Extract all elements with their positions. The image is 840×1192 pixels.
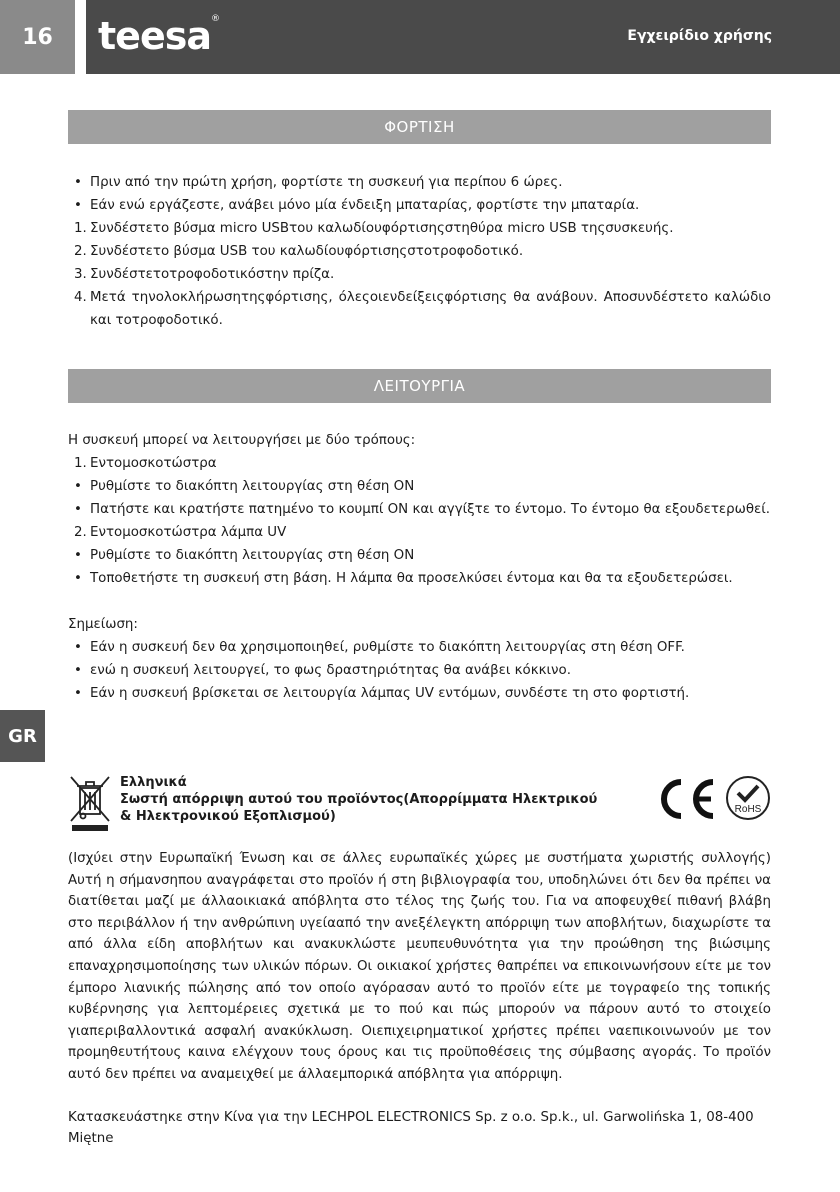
disposal-heading — [120, 774, 660, 825]
list-item — [68, 217, 771, 240]
list-marker: • — [74, 479, 82, 494]
list-item-text: Συνδέστετοτροφοδοτικόστην πρίζα. — [90, 267, 335, 282]
operation-intro: Η συσκευή μπορεί να λειτουργήσει με δύο τρόπους: — [68, 433, 416, 448]
operation-section-title: ΛΕΙΤΟΥΡΓΙΑ — [68, 369, 771, 403]
list-item — [68, 521, 771, 544]
list-item — [68, 263, 771, 286]
list-marker: 1. — [74, 221, 87, 236]
list-item-text: Πατήστε και κρατήστε πατημένο το κουμπί ON και αγγίξτε το έντομο. Το έντομο θα εξουδετερωθεί. — [90, 502, 771, 517]
manufacturer-info: Κατασκευάστηκε στην Κίνα για την LECHPOL ELECTRONICS Sp. z o.o. Sp.k., ul. Garwolińska 1, 08-400 Miętne — [68, 1109, 754, 1147]
document-title: Εγχειρίδιο χρήσης — [627, 28, 772, 44]
list-item-text: Ρυθμίστε το διακόπτη λειτουργίας στη θέση ON — [90, 479, 415, 494]
list-item-text: Εντομοσκοτώστρα λάμπα UV — [90, 525, 287, 540]
list-item — [68, 194, 771, 217]
list-marker: 1. — [74, 456, 87, 471]
list-item — [68, 567, 771, 590]
list-item — [68, 240, 771, 263]
list-item — [68, 452, 771, 475]
rohs-compliance-icon — [724, 774, 772, 822]
disposal-paragraph: (Ισχύει στην Ευρωπαϊκή Ένωση και σε άλλες ευρωπαϊκές χώρες με συστήματα χωριστής συλλογής) Αυτή η σήμανσηπου αναγράφεται στο προϊόν ή στη βιβλιογραφία του, υποδηλώνει ότι δεν θα πρέπει να διατίθεται μαζί με άλλαοικιακά απόβλητα στο τέλος της ζωής του. Για να αποφευχθεί πιθανή βλάβη στο περιβάλλον ή την ανθρώπινη υγείααπό την ανεξέλεγκτη απόρριψη των αποβλήτων, διαχωρίστε τα από άλλα είδη αποβλήτων και ανακυκλώστε μευπευθυνότητα για την προώθηση της βιώσιμης επαναχρησιμοποίησης των υλικών πόρων. Οι οικιακοί χρήστες θαπρέπει να επικοινωνήσουν είτε με τον έμπορο λιανικής πώλησης από τον οποίο αγόρασαν αυτό το προϊόν είτε με τογραφείο της τοπικής κυβέρνησης για λεπτομέρειες σχετικά με το πού και πώς μπορούν να πάρουν αυτό το στοιχείο γιαπεριβαλλοντικά ασφαλή ανακύκλωση. Οιεπιχειρηματικοί χρήστες πρέπει ναεπικοινωνούν με τον προμηθευτήτους καινα ελέγχουν τους όρους και τις προϋποθέσεις της σύμβασης αγοράς. Το προϊόν αυτό δεν πρέπει να αναμειχθεί με άλλαεμπορικά απόβλητα για απόρριψη. — [68, 851, 771, 1082]
list-item — [68, 475, 771, 498]
list-item-text: Συνδέστετο βύσμα micro USBτου καλωδίουφόρτισηςστηθύρα micro USB τηςσυσκευής. — [90, 221, 674, 236]
weee-crossed-bin-icon — [68, 774, 112, 832]
disposal-heading-line: & Ηλεκτρονικού Εξοπλισμού) — [120, 809, 336, 824]
disposal-heading-line: Σωστή απόρριψη αυτού του προϊόντος(Απορρίμματα Ηλεκτρικού — [120, 792, 598, 807]
ce-mark-icon — [655, 776, 719, 822]
note-item — [68, 682, 771, 705]
charging-list — [68, 171, 771, 332]
list-marker: 2. — [74, 525, 87, 540]
list-item-text: Πριν από την πρώτη χρήση, φορτίστε τη συσκευή για περίπου 6 ώρες. — [90, 175, 563, 190]
list-marker: • — [74, 548, 82, 563]
list-marker: 3. — [74, 267, 87, 282]
list-marker: • — [74, 502, 82, 517]
list-marker: 2. — [74, 244, 87, 259]
list-item — [68, 171, 771, 194]
note-text: ενώ η συσκευή λειτουργεί, το φως δραστηριότητας θα ανάβει κόκκινο. — [90, 663, 571, 678]
list-item-text: Εάν ενώ εργάζεστε, ανάβει μόνο μία ένδειξη μπαταρίας, φορτίστε την μπαταρία. — [90, 198, 640, 213]
list-item-text: Μετά τηνολοκλήρωσητηςφόρτισης, όλεςοιενδείξειςφόρτισης θα ανάβουν. Αποσυνδέστετο καλώδιο και τοτροφοδοτικό. — [90, 290, 771, 328]
header-bar — [86, 0, 840, 74]
list-item — [68, 544, 771, 567]
list-marker: 4. — [74, 290, 87, 305]
brand-name: teesa — [98, 14, 211, 58]
list-item-text: Ρυθμίστε το διακόπτη λειτουργίας στη θέση ON — [90, 548, 415, 563]
note-label: Σημείωση: — [68, 617, 138, 632]
note-item — [68, 636, 771, 659]
registered-mark: ® — [210, 14, 219, 24]
language-tab: GR — [0, 710, 45, 762]
list-marker: • — [74, 198, 82, 213]
list-item-text: Εντομοσκοτώστρα — [90, 456, 217, 471]
list-item — [68, 498, 771, 521]
operation-content — [68, 429, 771, 705]
list-marker: • — [74, 571, 82, 586]
rohs-label: RoHS — [734, 804, 762, 815]
list-marker: • — [74, 686, 82, 701]
list-item-text: Συνδέστετο βύσμα USB του καλωδίουφόρτισηςστοτροφοδοτικό. — [90, 244, 524, 259]
note-item — [68, 659, 771, 682]
disposal-heading-line: Ελληνικά — [120, 775, 187, 790]
list-item-text: Τοποθετήστε τη συσκευή στη βάση. Η λάμπα θα προσελκύσει έντομα και θα τα εξουδετερώσει. — [90, 571, 733, 586]
disposal-text-block — [68, 848, 771, 1150]
list-marker: • — [74, 640, 82, 655]
note-text: Εάν η συσκευή βρίσκεται σε λειτουργία λάμπας UV εντόμων, συνδέστε τη στο φορτιστή. — [90, 686, 690, 701]
page-number: 16 — [0, 0, 75, 74]
charging-section-title: ΦΟΡΤΙΣΗ — [68, 110, 771, 144]
note-text: Εάν η συσκευή δεν θα χρησιμοποιηθεί, ρυθμίστε το διακόπτη λειτουργίας στη θέση OFF. — [90, 640, 685, 655]
brand-logo — [98, 14, 219, 58]
list-marker: • — [74, 175, 82, 190]
list-marker: • — [74, 663, 82, 678]
list-item — [68, 286, 771, 332]
